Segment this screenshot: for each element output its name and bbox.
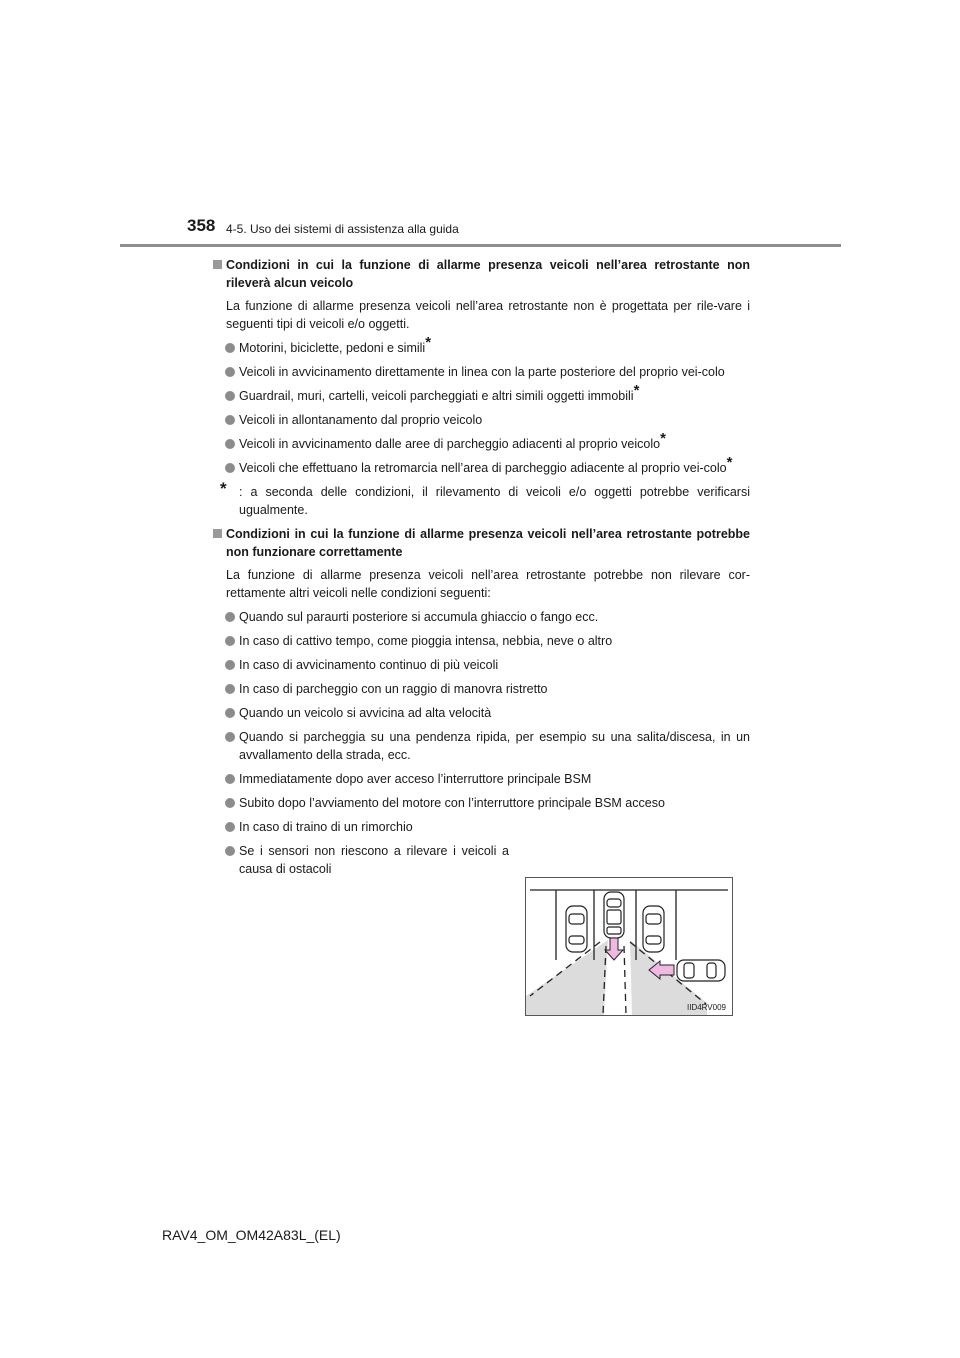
asterisk-mark: * — [633, 382, 640, 399]
bullet-dot-icon — [225, 774, 235, 784]
list-item — [212, 430, 750, 453]
list-item — [212, 608, 750, 626]
header-rule — [120, 244, 841, 247]
list-item — [212, 794, 750, 812]
list-item — [212, 656, 750, 674]
footnote — [212, 479, 750, 519]
footnote-text: : a seconda delle condizioni, il rilevamento di veicoli e/o oggetti potrebbe verificarsi ugualmente. — [239, 485, 750, 517]
list-item-text: Subito dopo l’avviamento del motore con l’interruttore principale BSM acceso — [239, 796, 665, 810]
parking-illustration — [526, 878, 732, 1015]
parked-car-left — [566, 906, 587, 952]
bullet-dot-icon — [225, 846, 235, 856]
parked-car-right — [643, 906, 664, 952]
bullet-dot-icon — [225, 367, 235, 377]
bullet-dot-icon — [225, 708, 235, 718]
list-item — [212, 842, 509, 878]
bullet-dot-icon — [225, 343, 235, 353]
bullet-dot-icon — [225, 822, 235, 832]
list-item — [212, 704, 750, 722]
bullet-dot-icon — [225, 732, 235, 742]
list-item — [212, 770, 750, 788]
approaching-car — [677, 960, 725, 981]
list-item-text: Veicoli che effettuano la retromarcia nell’area di parcheggio adiacente al proprio vei-colo — [239, 461, 727, 475]
bullet-dot-icon — [225, 684, 235, 694]
bullet-dot-icon — [225, 415, 235, 425]
bullet-dot-icon — [225, 798, 235, 808]
parking-diagram — [525, 877, 733, 1016]
section1-intro: La funzione di allarme presenza veicoli nell’area retrostante non è progettata per rile-vare i seguenti tipi di veicoli e/o oggetti. — [226, 299, 750, 331]
list-item-text: Se i sensori non riescono a rilevare i veicoli a causa di ostacoli — [239, 844, 509, 876]
list-item-text: In caso di cattivo tempo, come pioggia intensa, nebbia, neve o altro — [239, 634, 613, 648]
footer-model-code: RAV4_OM_OM42A83L_(EL) — [162, 1227, 341, 1243]
page-number: 358 — [187, 216, 216, 235]
list-item-text: In caso di traino di un rimorchio — [239, 820, 413, 834]
section2-intro: La funzione di allarme presenza veicoli nell’area retrostante potrebbe non rilevare cor-rettamente altri veicoli nelle condizioni seguenti: — [226, 568, 750, 600]
list-item-text: In caso di parcheggio con un raggio di manovra ristretto — [239, 682, 548, 696]
list-item-text: Motorini, biciclette, pedoni e simili — [239, 341, 426, 355]
list-item — [212, 680, 750, 698]
list-item-text: Veicoli in allontanamento dal proprio veicolo — [239, 413, 483, 427]
list-item — [212, 454, 750, 477]
list-item-text: Quando sul paraurti posteriore si accumula ghiaccio o fango ecc. — [239, 610, 599, 624]
list-item — [212, 334, 750, 357]
bullet-dot-icon — [225, 463, 235, 473]
list-item-text: Guardrail, muri, cartelli, veicoli parcheggiati e altri simili oggetti immobili — [239, 389, 634, 403]
section-title: 4-5. Uso dei sistemi di assistenza alla guida — [226, 222, 459, 236]
bullet-dot-icon — [225, 612, 235, 622]
list-item-text: Quando si parcheggia su una pendenza ripida, per esempio su una salita/discesa, in un avvallamento della strada, ecc. — [239, 730, 750, 762]
detection-zone-left — [526, 940, 608, 1015]
list-item — [212, 818, 750, 836]
footnote-marker: * — [220, 479, 227, 498]
list-item — [212, 411, 750, 429]
section2-heading — [212, 525, 750, 561]
lane-dash-right — [624, 946, 626, 1015]
asterisk-mark: * — [660, 430, 666, 447]
list-item — [212, 632, 750, 650]
list-item-text: In caso di avvicinamento continuo di più veicoli — [239, 658, 499, 672]
asterisk-mark: * — [425, 334, 432, 351]
list-item-text: Veicoli in avvicinamento dalle aree di parcheggio adiacenti al proprio veicolo — [239, 437, 661, 451]
heading-text: Condizioni in cui la funzione di allarme presenza veicoli nell’area retrostante potrebbe non funzionare correttamente — [226, 527, 750, 559]
heading-text: Condizioni in cui la funzione di allarme presenza veicoli nell’area retrostante non rileverà alcun veicolo — [226, 258, 750, 290]
bullet-dot-icon — [225, 391, 235, 401]
bullet-dot-icon — [225, 660, 235, 670]
list-item-text: Quando un veicolo si avvicina ad alta velocità — [239, 706, 492, 720]
content — [212, 256, 750, 884]
square-bullet-icon — [213, 260, 222, 269]
section1-heading — [212, 256, 750, 292]
list-item-text: Veicoli in avvicinamento direttamente in linea con la parte posteriore del proprio vei-colo — [239, 365, 725, 379]
own-car — [604, 892, 624, 938]
list-item — [212, 382, 750, 405]
asterisk-mark: * — [726, 454, 733, 471]
bullet-dot-icon — [225, 439, 235, 449]
bullet-dot-icon — [225, 636, 235, 646]
square-bullet-icon — [213, 529, 222, 538]
list-item — [212, 363, 750, 381]
list-item — [212, 728, 750, 764]
diagram-code: IID4RV009 — [687, 1003, 726, 1012]
list-item-text: Immediatamente dopo aver acceso l’interruttore principale BSM — [239, 772, 592, 786]
